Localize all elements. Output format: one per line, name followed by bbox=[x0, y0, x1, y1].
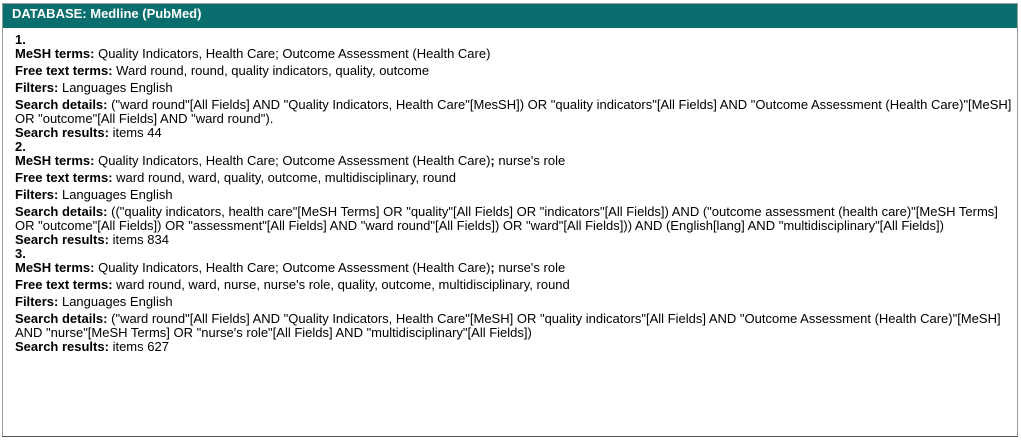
details-value: (("quality indicators, health care"[MeSH Terms] OR "quality"[All Fields] OR "indicators"[All Fields]) AND ("outcome assessment (health care)"[MeSH Terms] OR "outcome"[All Fields]) OR "assessment"[All Fields] AND "ward round"[All Fields]) OR "ward"[All Fields])) AND (English[lang] AND "multidisciplinary"[All Fields]) bbox=[15, 204, 998, 233]
details-label: Search details: bbox=[15, 97, 108, 112]
free-text-value: ward round, ward, quality, outcome, multidisciplinary, round bbox=[116, 170, 457, 185]
mesh-label: MeSH terms: bbox=[15, 260, 95, 275]
search-number: 3. bbox=[15, 246, 26, 261]
filters-label: Filters: bbox=[15, 80, 59, 95]
search-details-row bbox=[15, 98, 1017, 126]
search-list bbox=[3, 28, 1017, 354]
search-results-row bbox=[15, 233, 1017, 247]
free-text-value: Ward round, round, quality indicators, quality, outcome bbox=[116, 63, 430, 78]
bottom-divider bbox=[2, 436, 1018, 437]
free-text-label: Free text terms: bbox=[15, 170, 113, 185]
details-label: Search details: bbox=[15, 204, 108, 219]
mesh-label: MeSH terms: bbox=[15, 153, 95, 168]
details-value: ("ward round"[All Fields] AND "Quality Indicators, Health Care"[MeSH] OR "quality indicators"[All Fields] AND "Outcome Assessment (Health Care)"[MeSH] AND "nurse"[MeSH Terms] OR "nurse's role"[All Fields] AND "multidisciplinary"[All Fields]) bbox=[15, 311, 1001, 340]
search-details-row bbox=[15, 312, 1017, 340]
free-text-row bbox=[15, 278, 1017, 292]
mesh-value: Quality Indicators, Health Care; Outcome Assessment (Health Care) bbox=[98, 260, 491, 275]
filters-label: Filters: bbox=[15, 294, 59, 309]
results-label: Search results: bbox=[15, 339, 109, 354]
mesh-value: Quality Indicators, Health Care; Outcome Assessment (Health Care) bbox=[98, 153, 491, 168]
details-label: Search details: bbox=[15, 311, 108, 326]
mesh-label: MeSH terms: bbox=[15, 46, 95, 61]
results-value: items 834 bbox=[112, 232, 169, 247]
mesh-terms-row bbox=[15, 47, 1017, 61]
search-block-1 bbox=[15, 33, 1017, 140]
mesh-separator: ; bbox=[490, 260, 495, 275]
free-text-value: ward round, ward, nurse, nurse's role, quality, outcome, multidisciplinary, round bbox=[116, 277, 570, 292]
filters-row bbox=[15, 81, 1017, 95]
database-title: DATABASE: Medline (PubMed) bbox=[12, 6, 202, 21]
search-number: 1. bbox=[15, 32, 26, 47]
free-text-row bbox=[15, 64, 1017, 78]
mesh-value: Quality Indicators, Health Care; Outcome Assessment (Health Care) bbox=[98, 46, 491, 61]
filters-value: Languages English bbox=[61, 80, 173, 95]
search-number: 2. bbox=[15, 139, 26, 154]
search-block-2 bbox=[15, 140, 1017, 247]
search-strategy-table bbox=[2, 3, 1018, 436]
mesh-terms-row bbox=[15, 261, 1017, 275]
mesh-role: nurse's role bbox=[498, 260, 566, 275]
free-text-row bbox=[15, 171, 1017, 185]
filters-label: Filters: bbox=[15, 187, 59, 202]
filters-value: Languages English bbox=[61, 294, 173, 309]
results-value: items 44 bbox=[112, 125, 162, 140]
results-value: items 627 bbox=[112, 339, 169, 354]
results-label: Search results: bbox=[15, 125, 109, 140]
mesh-separator: ; bbox=[490, 153, 495, 168]
search-block-3 bbox=[15, 247, 1017, 354]
results-label: Search results: bbox=[15, 232, 109, 247]
filters-value: Languages English bbox=[61, 187, 173, 202]
database-header bbox=[3, 4, 1017, 28]
mesh-terms-row bbox=[15, 154, 1017, 168]
details-value: ("ward round"[All Fields] AND "Quality Indicators, Health Care"[MesSH]) OR "quality indicators"[All Fields] AND "Outcome Assessment (Health Care)"[MeSH] OR "outcome"[All Fields] AND "ward round"). bbox=[15, 97, 1012, 126]
mesh-role: nurse's role bbox=[498, 153, 566, 168]
filters-row bbox=[15, 295, 1017, 309]
free-text-label: Free text terms: bbox=[15, 63, 113, 78]
filters-row bbox=[15, 188, 1017, 202]
search-details-row bbox=[15, 205, 1017, 233]
search-results-row bbox=[15, 126, 1017, 140]
search-results-row bbox=[15, 340, 1017, 354]
free-text-label: Free text terms: bbox=[15, 277, 113, 292]
